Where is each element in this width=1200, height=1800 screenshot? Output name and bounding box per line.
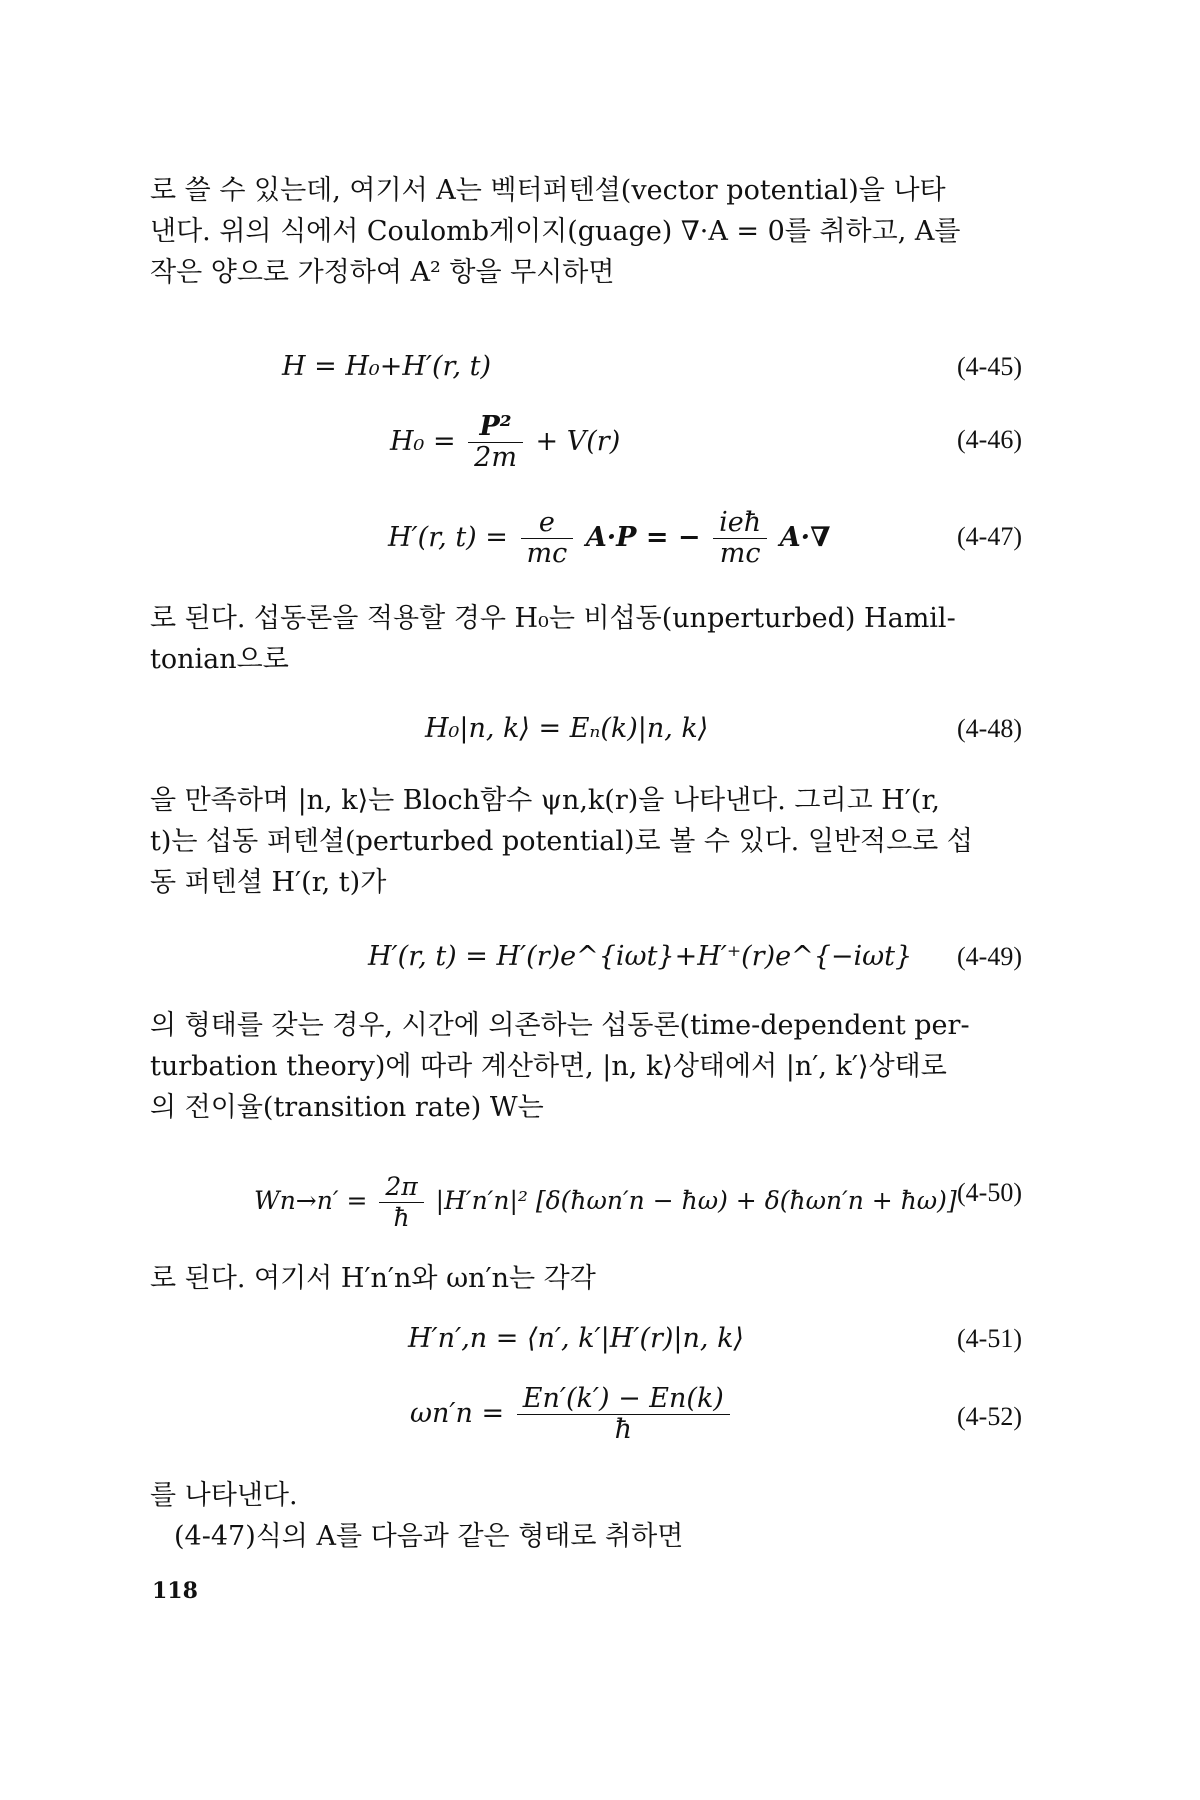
equation-4-47 [388, 508, 830, 569]
fraction-denominator: mc [719, 538, 761, 569]
paragraph-definitions [150, 1258, 1030, 1299]
fraction-denominator: ħ [614, 1414, 632, 1445]
eq-lhs: H′(r, t) = [388, 522, 508, 553]
eq-lhs: H [282, 351, 306, 382]
fraction-numerator: 2π [379, 1172, 423, 1203]
equation-4-51: H′n′,n = ⟨n′, k′|H′(r)|n, k⟩ [408, 1323, 744, 1354]
paragraph-closing [150, 1475, 1030, 1557]
fraction [521, 508, 574, 569]
text-line: 낸다. 위의 식에서 Coulomb게이지(guage) ∇·A = 0를 취하고, A를 [150, 216, 961, 247]
fraction [713, 508, 767, 569]
eq-lhs: ωn′n = [410, 1398, 505, 1429]
equation-4-50 [254, 1172, 957, 1233]
fraction [379, 1172, 423, 1233]
equation-number-4-47: (4-47) [957, 522, 1022, 551]
paragraph-perturbation [150, 598, 1030, 680]
page-number: 118 [152, 1578, 198, 1604]
fraction-numerator: P² [468, 412, 523, 443]
fraction-numerator: ieħ [713, 508, 767, 539]
text-line: 작은 양으로 가정하여 A² 항을 무시하면 [150, 257, 615, 288]
equation-number-4-46: (4-46) [957, 425, 1022, 454]
fraction [517, 1384, 730, 1445]
equation-number-4-49: (4-49) [957, 942, 1022, 971]
eq-middle: A·P = − [585, 522, 701, 553]
equation-number-4-45: (4-45) [957, 352, 1022, 381]
text-line: (4-47)식의 A를 다음과 같은 형태로 취하면 [174, 1521, 684, 1552]
text-line: 로 된다. 섭동론을 적용할 경우 H₀는 비섭동(unperturbed) Hamil- [150, 603, 956, 634]
fraction-denominator: 2m [474, 442, 517, 473]
text-line: tonian으로 [150, 644, 289, 675]
text-line: 를 나타낸다. [150, 1480, 298, 1511]
equation-number-4-51: (4-51) [957, 1324, 1022, 1353]
equation-4-52 [410, 1384, 734, 1445]
paragraph-transition-rate [150, 1005, 1030, 1128]
text-line: 동 퍼텐셜 H′(r, t)가 [150, 867, 387, 898]
equation-4-46 [390, 412, 620, 473]
fraction-denominator: ħ [393, 1203, 410, 1232]
equation-number-4-48: (4-48) [957, 714, 1022, 743]
fraction-numerator: En′(k′) − En(k) [517, 1384, 730, 1415]
text-line: 로 쓸 수 있는데, 여기서 A는 벡터퍼텐셜(vector potential)을 나타 [150, 175, 946, 206]
text-line: turbation theory)에 따라 계산하면, |n, k⟩상태에서 |n′, k′⟩상태로 [150, 1051, 947, 1082]
equation-4-49: H′(r, t) = H′(r)e^{iωt}+H′⁺(r)e^{−iωt} [368, 941, 913, 972]
equation-number-4-52: (4-52) [957, 1402, 1022, 1431]
fraction [468, 412, 523, 473]
paragraph-vector-potential [150, 170, 1030, 293]
eq-rest: A·∇ [779, 522, 831, 553]
equation-4-45 [282, 350, 491, 384]
text-line: 의 전이율(transition rate) W는 [150, 1092, 544, 1123]
equation-4-48: H₀|n, k⟩ = Eₙ(k)|n, k⟩ [425, 713, 709, 744]
fraction-denominator: mc [526, 538, 568, 569]
text-line: t)는 섭동 퍼텐셜(perturbed potential)로 볼 수 있다. 일반적으로 섭 [150, 826, 973, 857]
fraction-numerator: e [521, 508, 574, 539]
paragraph-bloch [150, 780, 1030, 903]
text-line: 로 된다. 여기서 H′n′n와 ωn′n는 각각 [150, 1263, 596, 1294]
eq-rhs: = H₀+H′(r, t) [314, 351, 492, 382]
eq-lhs: Wn→n′ = [254, 1186, 368, 1215]
eq-rest: |H′n′n|² [δ(ħωn′n − ħω) + δ(ħωn′n + ħω)] [435, 1186, 957, 1215]
text-line: 의 형태를 갖는 경우, 시간에 의존하는 섭동론(time-dependent per- [150, 1010, 970, 1041]
equation-number-4-50: (4-50) [957, 1178, 1022, 1207]
text-line: 을 만족하며 |n, k⟩는 Bloch함수 ψn,k(r)을 나타낸다. 그리고 H′(r, [150, 785, 940, 816]
eq-rest: + V(r) [535, 426, 621, 457]
eq-lhs: H₀ = [390, 426, 456, 457]
